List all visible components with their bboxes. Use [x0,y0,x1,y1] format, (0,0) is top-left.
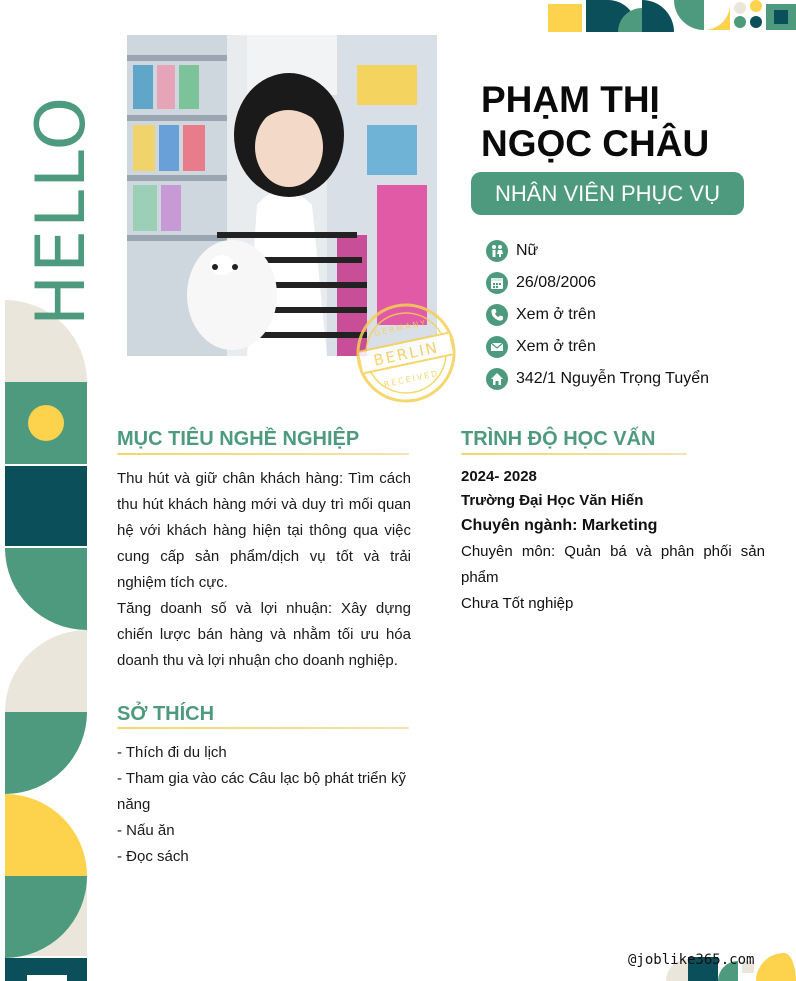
education-years: 2024- 2028 [461,468,537,485]
info-dob [486,267,709,299]
hobby-item: - Tham gia vào các Câu lạc bộ phát triển kỹ năng [117,770,407,813]
info-phone [486,299,709,331]
hello-vertical-text [22,40,101,340]
gender-icon [486,240,508,262]
education-specialty: Chuyên môn: Quản bá và phân phối sản phẩm [461,543,765,586]
address-value: 342/1 Nguyễn Trọng Tuyển [516,370,710,387]
stamp-graphic [353,300,459,406]
stamp-received: RECEIVED [383,368,440,390]
hello-text: HELLO [22,95,101,326]
hobbies-list [117,740,412,870]
home-icon [486,368,508,390]
career-section-title: MỤC TIÊU NGHỀ NGHIỆP [117,428,360,450]
dob-value: 26/08/2006 [516,274,597,291]
career-paragraph-1: Thu hút và giữ chân khách hàng: Tìm cách thu hút khách hàng mới và duy trì mối quan hệ với khách hàng hiện tại thông qua việc cung cấp sản phẩm/dịch vụ tốt và trải nghiệm tích cực. [117,470,411,591]
footer-watermark: @joblike365.com [628,952,755,968]
hobby-item: - Đọc sách [117,848,189,865]
personal-info-list [486,235,709,395]
info-address [486,363,709,395]
top-decorative-band [548,0,796,32]
phone-icon [486,304,508,326]
job-title-badge: NHÂN VIÊN PHỤC VỤ [471,172,744,215]
email-icon [486,336,508,358]
education-underline [461,453,687,455]
stamp-city: BERLIN [371,338,441,370]
stamp-country: GERMANY [373,318,429,339]
email-value: Xem ở trên [516,338,596,355]
calendar-icon [486,272,508,294]
education-block [461,465,765,617]
name-line-2: NGỌC CHÂU [481,123,710,164]
gender-value: Nữ [516,242,539,259]
left-decorative-strip [5,300,87,981]
hobbies-underline [117,727,409,729]
career-underline [117,453,409,455]
candidate-name [481,78,781,166]
phone-value: Xem ở trên [516,306,596,323]
info-gender [486,235,709,267]
hobby-item: - Thích đi du lịch [117,744,227,761]
education-section-title: TRÌNH ĐỘ HỌC VẤN [461,428,656,450]
career-paragraph-2: Tăng doanh số và lợi nhuận: Xây dựng chiến lược bán hàng và nhằm tối ưu hóa doanh thu và lợi nhuận cho doanh nghiệp. [117,600,411,669]
name-line-1: PHẠM THỊ [481,79,660,120]
info-email [486,331,709,363]
education-major: Chuyên ngành: Marketing [461,517,658,534]
hobby-item: - Nấu ăn [117,822,175,839]
hobbies-section-title: SỞ THÍCH [117,703,215,725]
education-status: Chưa Tốt nghiệp [461,595,574,612]
education-school: Trường Đại Học Văn Hiến [461,492,644,509]
